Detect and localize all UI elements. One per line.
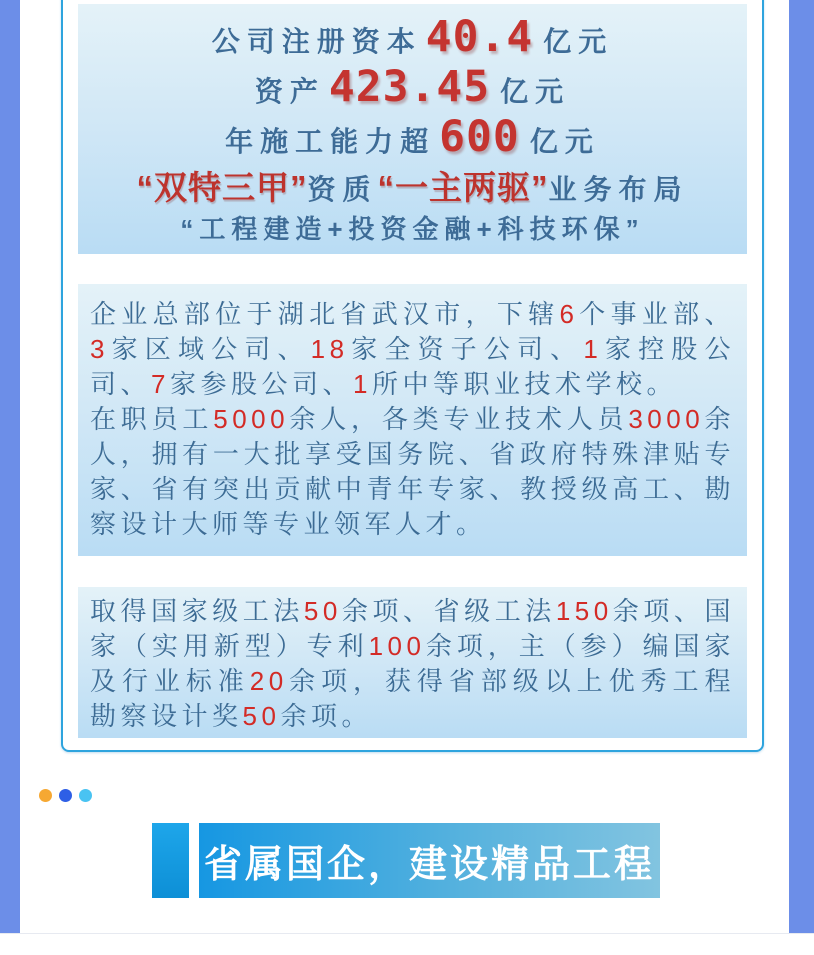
- text-run: “一主两驱”: [377, 169, 549, 206]
- text-run: 余项，主（参）编国家及行业标准: [90, 631, 735, 696]
- text-run: 年施工能力超: [225, 126, 436, 157]
- text-paragraph: [90, 402, 735, 542]
- text-paragraph: [88, 162, 737, 209]
- text-run: 公司注册资本: [211, 26, 422, 57]
- text-run: 在职员工: [90, 404, 214, 434]
- text-run: 资质: [307, 174, 378, 205]
- company-stats-box: [78, 4, 747, 254]
- text-paragraph: [90, 297, 735, 402]
- text-run: 亿元: [543, 26, 614, 57]
- slogan-banner: [199, 823, 660, 898]
- bottom-divider: [0, 933, 814, 934]
- text-run: 50: [242, 701, 281, 731]
- text-run: 余人，拥有一大批享受国务院、省政府特殊津贴专家、省有突出贡献中青年专家、教授级高工、勘察设计大师等专业领军人才。: [90, 404, 735, 539]
- text-run: 100: [368, 631, 426, 661]
- pagination-dot: [59, 789, 72, 802]
- text-paragraph: [88, 112, 737, 162]
- pagination-dot: [79, 789, 92, 802]
- text-run: 600: [439, 112, 520, 162]
- text-paragraph: [90, 594, 735, 734]
- text-run: 企业总部位于湖北省武汉市，下辖: [90, 299, 560, 329]
- text-run: “工程建造+投资金融+科技环保”: [180, 214, 645, 244]
- text-run: 50: [303, 596, 342, 626]
- text-run: 家全资子公司、: [348, 334, 584, 364]
- text-run: 6: [559, 299, 579, 329]
- text-run: 3: [90, 334, 109, 364]
- text-run: 1: [583, 334, 603, 364]
- text-run: 亿元: [500, 76, 571, 107]
- text-run: 余项、国家（实用新型）专利: [90, 596, 735, 661]
- text-run: 家控股公司、: [90, 334, 735, 399]
- text-run: 7: [151, 369, 170, 399]
- text-paragraph: [88, 62, 737, 112]
- text-run: 亿元: [529, 126, 600, 157]
- text-run: 家区域公司、: [108, 334, 311, 364]
- text-run: 个事业部、: [578, 299, 735, 329]
- left-decorative-strip: [0, 0, 20, 933]
- company-about-box: [78, 284, 747, 556]
- text-run: 家参股公司、: [169, 369, 353, 399]
- company-achievements-box: [78, 587, 747, 738]
- text-run: 3000: [628, 404, 705, 434]
- text-run: 余项。: [280, 701, 372, 731]
- text-run: 所中等职业技术学校。: [371, 369, 677, 399]
- text-run: 150: [555, 596, 613, 626]
- slogan-banner-title: 省属国企，建设精品工程: [203, 844, 655, 886]
- text-run: 20: [249, 666, 288, 696]
- text-run: 18: [310, 334, 349, 364]
- text-run: 423.45: [328, 62, 491, 112]
- text-run: 余项，获得省部级以上优秀工程勘察设计奖: [90, 666, 735, 731]
- pagination-dots: [39, 789, 92, 802]
- text-run: 取得国家级工法: [90, 596, 304, 626]
- text-run: 资产: [254, 76, 325, 107]
- text-run: 1: [353, 369, 372, 399]
- text-paragraph: [88, 12, 737, 62]
- text-run: 40.4: [425, 12, 534, 62]
- pagination-dot: [39, 789, 52, 802]
- text-run: 5000: [213, 404, 290, 434]
- text-run: 业务布局: [548, 174, 689, 205]
- text-run: “双特三甲”: [136, 169, 308, 206]
- text-paragraph: [88, 209, 737, 246]
- text-run: 余人，各类专业技术人员: [289, 404, 629, 434]
- right-decorative-strip: [789, 0, 814, 933]
- banner-accent-block: [152, 823, 189, 898]
- text-run: 余项、省级工法: [341, 596, 556, 626]
